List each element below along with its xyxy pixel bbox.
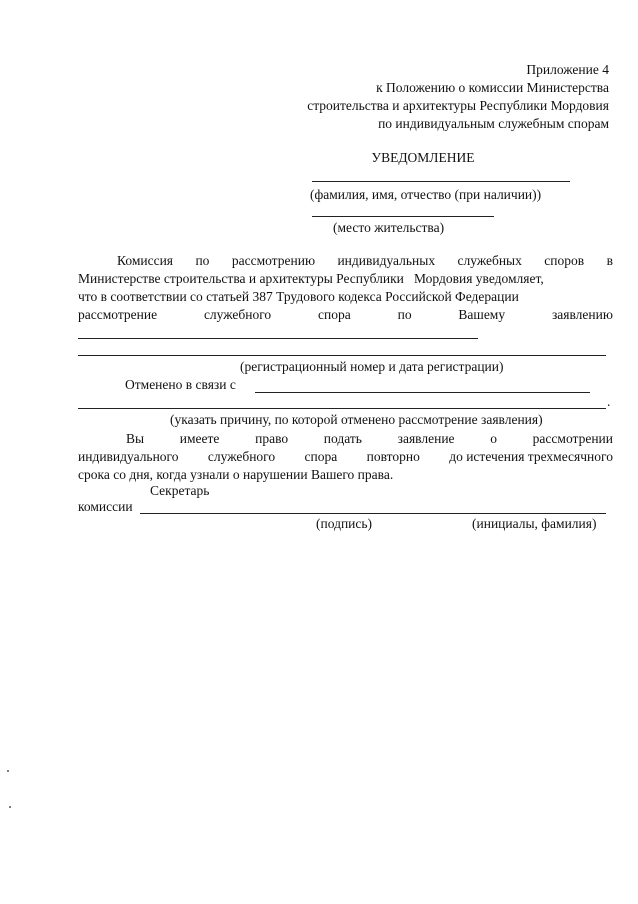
- word: служебных: [457, 253, 522, 268]
- document-title: УВЕДОМЛЕНИЕ: [371, 150, 475, 165]
- word: по: [195, 253, 210, 268]
- paragraph-2-line-1: [126, 432, 613, 446]
- signature-blank-line: [140, 513, 606, 514]
- scan-speck: [7, 770, 9, 772]
- appendix-ref-line-1: к Положению о комиссии Министерства: [376, 80, 609, 95]
- fio-blank-line: [312, 181, 570, 182]
- paragraph-2-line-3: срока со дня, когда узнали о нарушении Вашего права.: [78, 467, 394, 482]
- reason-caption: (указать причину, по которой отменено рассмотрение заявления): [170, 412, 543, 427]
- word: о: [490, 431, 497, 446]
- word: индивидуальных: [337, 253, 436, 268]
- residence-blank-line: [312, 216, 494, 217]
- word: спора: [304, 449, 338, 464]
- cancelled-reason-blank-line: [255, 392, 590, 393]
- word: до истечения трехмесячного: [449, 449, 613, 464]
- word: повторно: [366, 449, 420, 464]
- residence-caption: (место жительства): [333, 220, 445, 235]
- word: по: [397, 307, 412, 322]
- word: служебного: [207, 449, 276, 464]
- signature-caption: (подпись): [316, 516, 373, 531]
- initials-caption: (инициалы, фамилия): [472, 516, 597, 531]
- word: имеете: [179, 431, 220, 446]
- paragraph-1-line-1: [117, 254, 613, 268]
- reason-line-period: .: [607, 394, 611, 409]
- application-blank-line-2: [78, 355, 606, 356]
- word: Вашему: [458, 307, 506, 322]
- word: заявлению: [551, 307, 613, 322]
- commission-label: комиссии: [78, 499, 133, 514]
- word: Комиссия: [117, 253, 174, 268]
- scan-speck: [9, 806, 11, 808]
- word: право: [255, 431, 289, 446]
- word: рассмотрение: [78, 307, 158, 322]
- appendix-number: Приложение 4: [526, 62, 609, 77]
- paragraph-2-line-2: [78, 450, 613, 464]
- secretary-label: Секретарь: [150, 483, 210, 498]
- word: Вы: [126, 431, 145, 446]
- paragraph-1-line-3: что в соответствии со статьей 387 Трудового кодекса Российской Федерации: [78, 289, 519, 304]
- word: индивидуального: [78, 449, 179, 464]
- cancelled-label: Отменено в связи с: [125, 377, 236, 392]
- word: рассмотрении: [532, 431, 613, 446]
- registration-caption: (регистрационный номер и дата регистрации): [240, 359, 504, 374]
- paragraph-1-line-4: [78, 308, 613, 322]
- application-blank-line-1: [78, 338, 478, 339]
- word: подать: [323, 431, 362, 446]
- fio-caption: (фамилия, имя, отчество (при наличии)): [310, 187, 542, 202]
- word: споров: [544, 253, 585, 268]
- word: рассмотрению: [231, 253, 316, 268]
- appendix-ref-line-3: по индивидуальным служебным спорам: [378, 116, 609, 131]
- word: в: [606, 253, 613, 268]
- word: служебного: [203, 307, 272, 322]
- reason-blank-line: [78, 408, 606, 409]
- paragraph-1-line-2: Министерстве строительства и архитектуры Республики Мордовия уведомляет,: [78, 271, 544, 286]
- appendix-ref-line-2: строительства и архитектуры Республики Мордовия: [307, 98, 609, 113]
- word: заявление: [397, 431, 455, 446]
- word: спора: [318, 307, 351, 322]
